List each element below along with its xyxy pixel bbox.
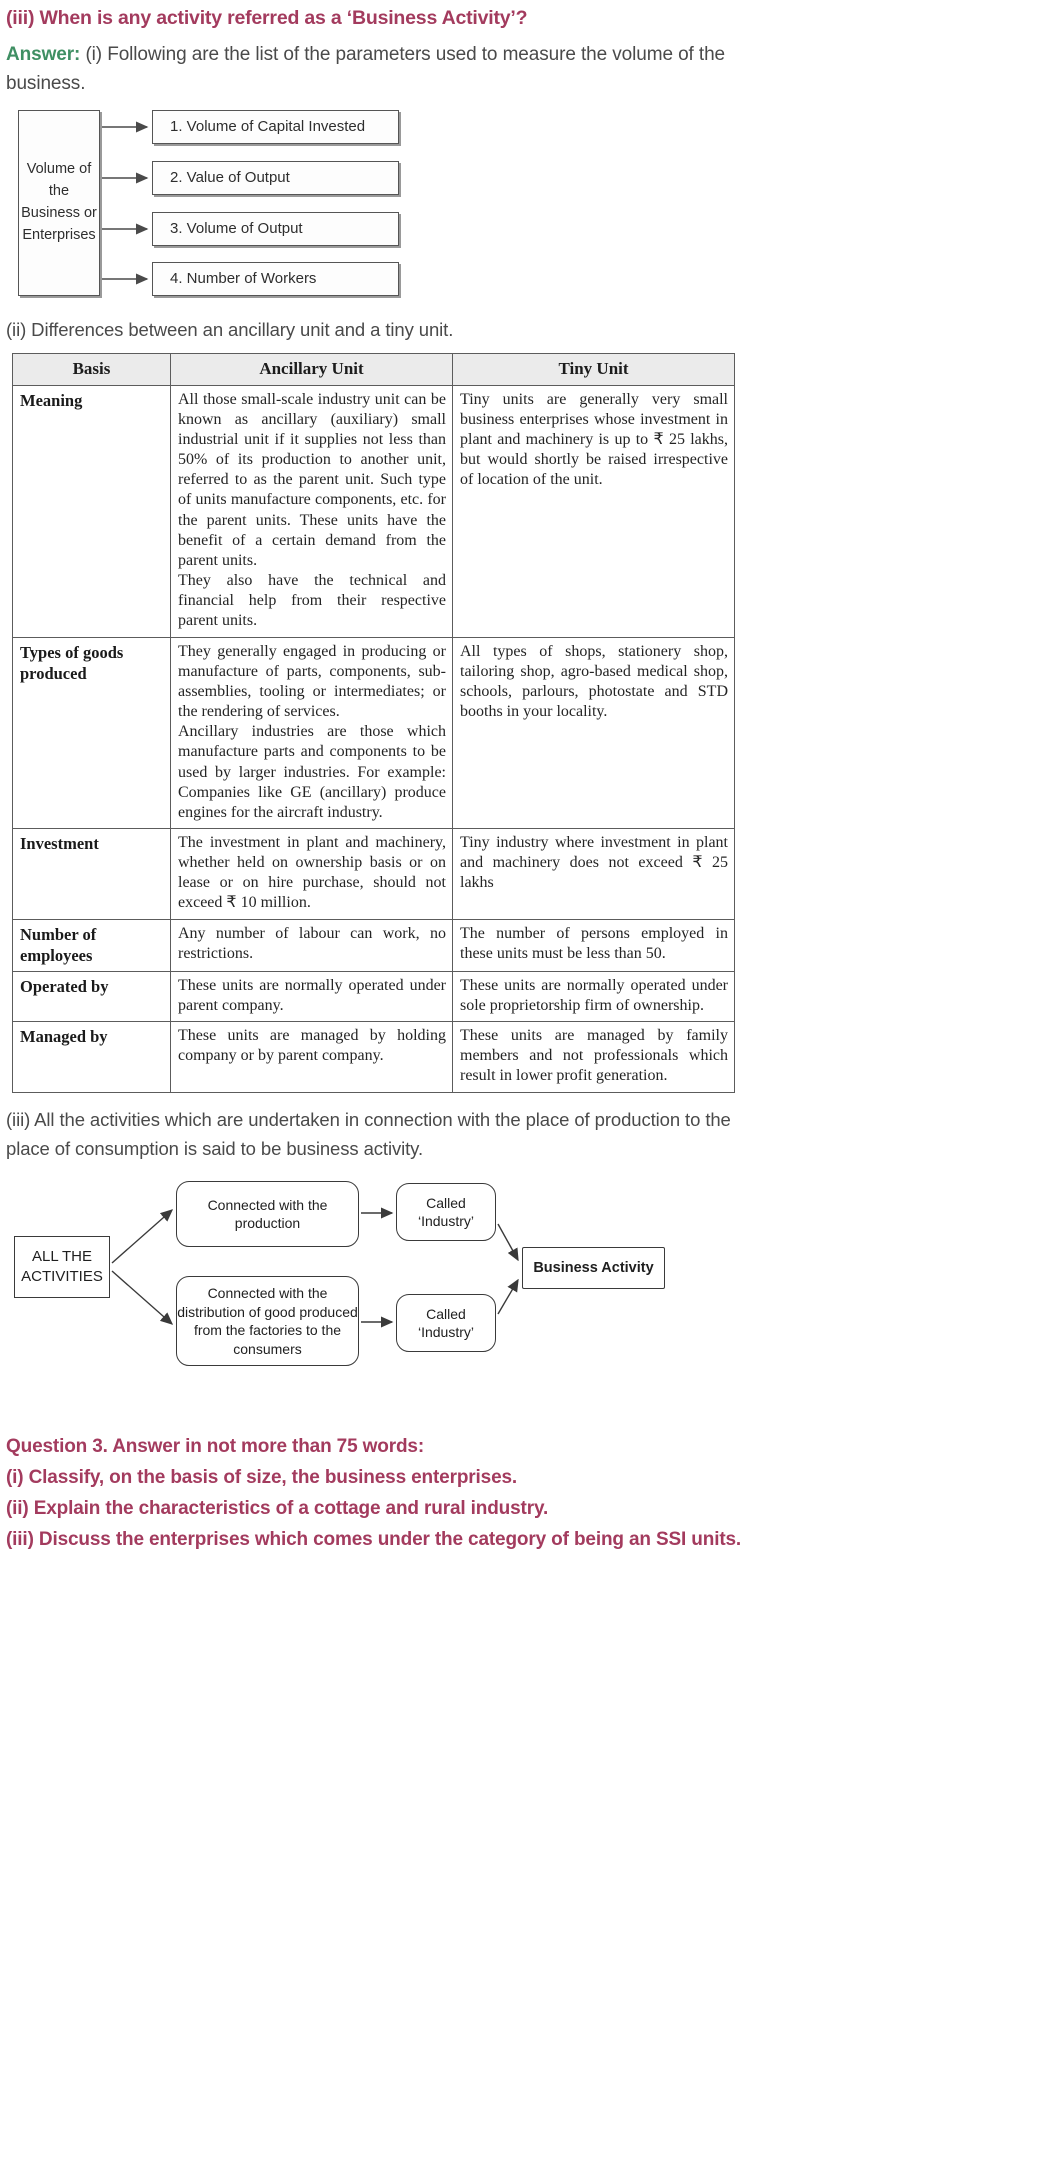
table-row (13, 1022, 735, 1092)
row-basis-meaning: Meaning (13, 385, 171, 637)
row-basis-operated-by: Operated by (13, 971, 171, 1021)
diagram1-root-node (18, 110, 100, 296)
diagram2-industry-label-1: Called ‘Industry’ (417, 1194, 475, 1230)
diagram1-item-3-label: 3. Volume of Output (170, 220, 303, 238)
column-header-tiny-unit: Tiny Unit (453, 353, 735, 385)
row-ancillary-types-of-goods: They generally engaged in producing or manufacture of parts, components, sub-assemblies, tooling or intermediates; or the rendering of services. Ancillary industries are those which manufacture parts and components to be used by larger industries. For example: Companies like GE (ancillary) produce engines for the aircraft industry. (171, 637, 453, 828)
row-tiny-types-of-goods: All types of shops, stationery shop, tailoring shop, agro-based medical shop, schools, parlours, photostate and STD booths in your locality. (453, 637, 735, 828)
diagram2-root-label: ALL THE ACTIVITIES (21, 1248, 103, 1286)
column-header-basis: Basis (13, 353, 171, 385)
row-basis-number-of-employees: Number of employees (13, 919, 171, 971)
question-3-item-i: (i) Classify, on the basis of size, the business enterprises. (6, 1467, 518, 1489)
row-tiny-meaning: Tiny units are generally very small business enterprises whose investment in plant and machinery is up to ₹ 25 lakhs, but would shortly be raised irrespective of location of the unit. (453, 385, 735, 637)
table-row (13, 919, 735, 971)
diagram2-industry-node-1 (396, 1183, 496, 1241)
row-tiny-number-of-employees: The number of persons employed in these units must be less than 50. (453, 919, 735, 971)
row-tiny-operated-by: These units are normally operated under sole proprietorship firm of ownership. (453, 971, 735, 1021)
document-page (0, 6, 1055, 1556)
table-row (13, 385, 735, 637)
row-tiny-investment: Tiny industry where investment in plant and machinery does not exceed ₹ 25 lakhs (453, 828, 735, 919)
row-basis-managed-by: Managed by (13, 1022, 171, 1092)
section-iii-line1: (iii) All the activities which are undertaken in connection with the place of production to the (6, 1108, 731, 1130)
row-ancillary-managed-by: These units are managed by holding company or by parent company. (171, 1022, 453, 1092)
diagram1-item-3 (152, 212, 399, 246)
table-header-row (13, 353, 735, 385)
ancillary-vs-tiny-table (12, 353, 735, 1093)
table-row (13, 828, 735, 919)
diagram2-production-label: Connected with the production (207, 1196, 328, 1232)
diagram2-distribution-node (176, 1276, 359, 1366)
answer-text-line2: business. (6, 72, 86, 94)
column-header-ancillary-unit: Ancillary Unit (171, 353, 453, 385)
diagram2-result-node (522, 1247, 665, 1289)
diagram2-result-label: Business Activity (533, 1259, 654, 1276)
question-iii-heading: (iii) When is any activity referred as a ‘Business Activity’? (6, 7, 528, 29)
diagram2-root-node (14, 1236, 110, 1298)
question-3-item-ii: (ii) Explain the characteristics of a cottage and rural industry. (6, 1498, 549, 1520)
answer-intro (6, 42, 1047, 69)
volume-parameters-diagram (6, 108, 1047, 313)
row-ancillary-operated-by: These units are normally operated under parent company. (171, 971, 453, 1021)
answer-text-line1: (i) Following are the list of the parameters used to measure the volume of the (85, 43, 726, 65)
question-3-title: Question 3. Answer in not more than 75 words: (6, 1436, 424, 1458)
question-3-item-iii: (iii) Discuss the enterprises which comes under the category of being an SSI units. (6, 1529, 742, 1551)
diagram1-item-4-label: 4. Number of Workers (170, 270, 317, 288)
diagram1-item-4 (152, 262, 399, 296)
section-iii-line2: place of consumption is said to be business activity. (6, 1137, 423, 1159)
diagram1-item-1-label: 1. Volume of Capital Invested (170, 118, 366, 136)
row-basis-investment: Investment (13, 828, 171, 919)
table-row (13, 971, 735, 1021)
business-activity-diagram (6, 1174, 1047, 1374)
diagram1-item-1 (152, 110, 399, 144)
row-ancillary-number-of-employees: Any number of labour can work, no restrictions. (171, 919, 453, 971)
diagram1-root-label: Volume of the Business or Enterprises (21, 161, 97, 243)
diagram2-industry-node-2 (396, 1294, 496, 1352)
answer-label: Answer: (6, 43, 81, 65)
row-ancillary-meaning: All those small-scale industry unit can be known as ancillary (auxiliary) small industrial unit if it supplies not less than 50% of its production to another unit, referred to as the parent unit. Such type of units manufacture components, etc. for the parent units. These units have the benefit of a certain demand from the parent units. They also have the technical and financial help from their respective parent units. (171, 385, 453, 637)
diagram1-item-2 (152, 161, 399, 195)
table-row (13, 637, 735, 828)
row-tiny-managed-by: These units are managed by family members and not professionals which result in lower profit generation. (453, 1022, 735, 1092)
diagram2-industry-label-2: Called ‘Industry’ (417, 1305, 475, 1341)
diagram2-distribution-label: Connected with the distribution of good produced from the factories to the consumers (177, 1285, 358, 1357)
diagram2-production-node (176, 1181, 359, 1247)
section-ii-intro: (ii) Differences between an ancillary unit and a tiny unit. (6, 318, 454, 340)
diagram1-item-2-label: 2. Value of Output (170, 169, 290, 187)
question-3-block (6, 1432, 1047, 1556)
row-ancillary-investment: The investment in plant and machinery, whether held on ownership basis or on lease or on hire purchase, should not exceed ₹ 10 million. (171, 828, 453, 919)
row-basis-types-of-goods: Types of goods produced (13, 637, 171, 828)
